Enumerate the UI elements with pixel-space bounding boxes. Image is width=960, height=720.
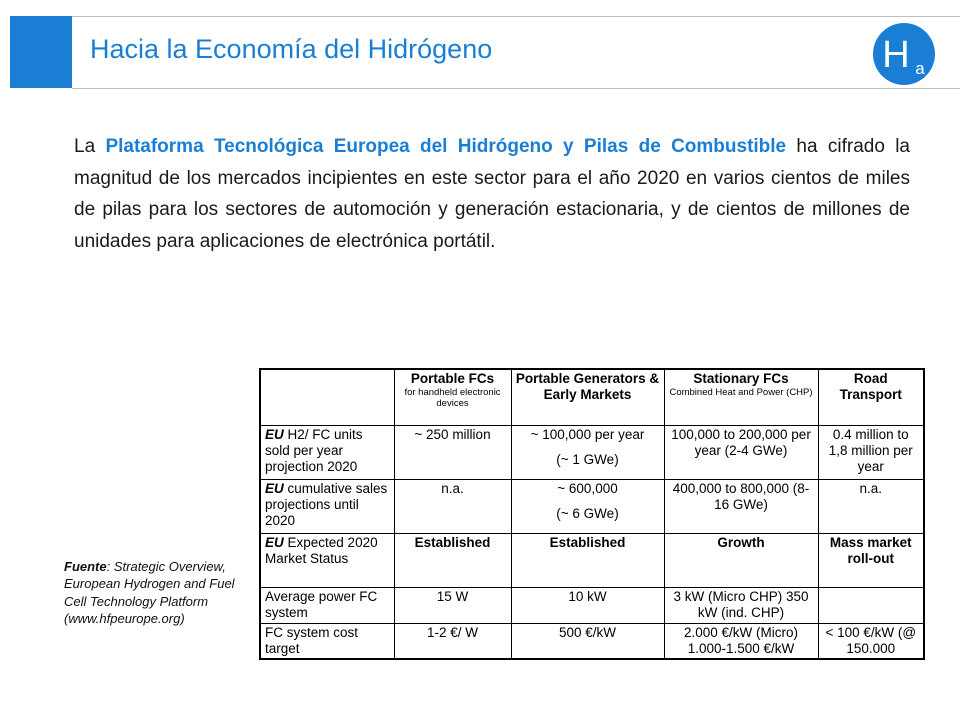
intro-paragraph: La Plataforma Tecnológica Europea del Hidrógeno y Pilas de Combustible ha cifrado la magnitud de los mercados incipientes en este sector para el año 2020 en varios cientos de miles de pilas para los sectores de automoción y generación estacionaria, y de cientos de millones de unidades para aplicaciones de electrónica portátil. [74,136,910,252]
table-header-row [260,369,924,425]
table-cell: n.a. [394,479,511,533]
table-cell [818,587,924,623]
platform-name: Plataforma Tecnológica Europea del Hidrógeno y Pilas de Combustible [105,136,787,157]
table-row [260,479,924,533]
table-cell: Established [511,533,664,587]
table-cell: 1-2 €/ W [394,623,511,659]
logo-letter: H [882,34,910,76]
table-cell: 3 kW (Micro CHP) 350 kW (ind. CHP) [664,587,818,623]
table-cell: 2.000 €/kW (Micro) 1.000-1.500 €/kW [664,623,818,659]
table-cell: 10 kW [511,587,664,623]
table-header-cell: Portable FCs for handheld electronic devices [394,369,511,425]
table-header-cell [260,369,394,425]
source-note: Fuente: Strategic Overview, European Hydrogen and Fuel Cell Technology Platform (www.hfpeurope.org) [64,559,235,626]
header-accent-block [10,16,72,88]
table-cell: 0.4 million to 1,8 million per year [818,425,924,479]
table-cell: Growth [664,533,818,587]
page-title: Hacia la Economía del Hidrógeno [90,34,493,64]
table-row [260,425,924,479]
table-row [260,623,924,659]
table-cell: 500 €/kW [511,623,664,659]
row-label: EU Expected 2020 Market Status [260,533,394,587]
table-cell: 400,000 to 800,000 (8-16 GWe) [664,479,818,533]
market-projection-table [259,368,925,660]
table-header-cell: Road Transport [818,369,924,425]
table-cell: 100,000 to 200,000 per year (2-4 GWe) [664,425,818,479]
table-row [260,533,924,587]
row-label: EU H2/ FC units sold per year projection 2020 [260,425,394,479]
table-cell: ~ 100,000 per year (~ 1 GWe) [511,425,664,479]
table-header-cell: Stationary FCs Combined Heat and Power (CHP) [664,369,818,425]
row-label: Average power FC system [260,587,394,623]
logo-subletter: a [915,59,925,78]
table-row [260,587,924,623]
table-cell: < 100 €/kW (@ 150.000 [818,623,924,659]
row-label: FC system cost target [260,623,394,659]
table-header-cell: Portable Generators & Early Markets [511,369,664,425]
header-top-rule [72,16,960,17]
table-cell: Mass market roll-out [818,533,924,587]
ha-logo-icon [872,22,936,86]
table-cell: 15 W [394,587,511,623]
table-cell: ~ 250 million [394,425,511,479]
table-cell: n.a. [818,479,924,533]
table-cell: ~ 600,000 (~ 6 GWe) [511,479,664,533]
row-label: EU cumulative sales projections until 2020 [260,479,394,533]
header-bottom-rule [72,88,960,89]
table-cell: Established [394,533,511,587]
